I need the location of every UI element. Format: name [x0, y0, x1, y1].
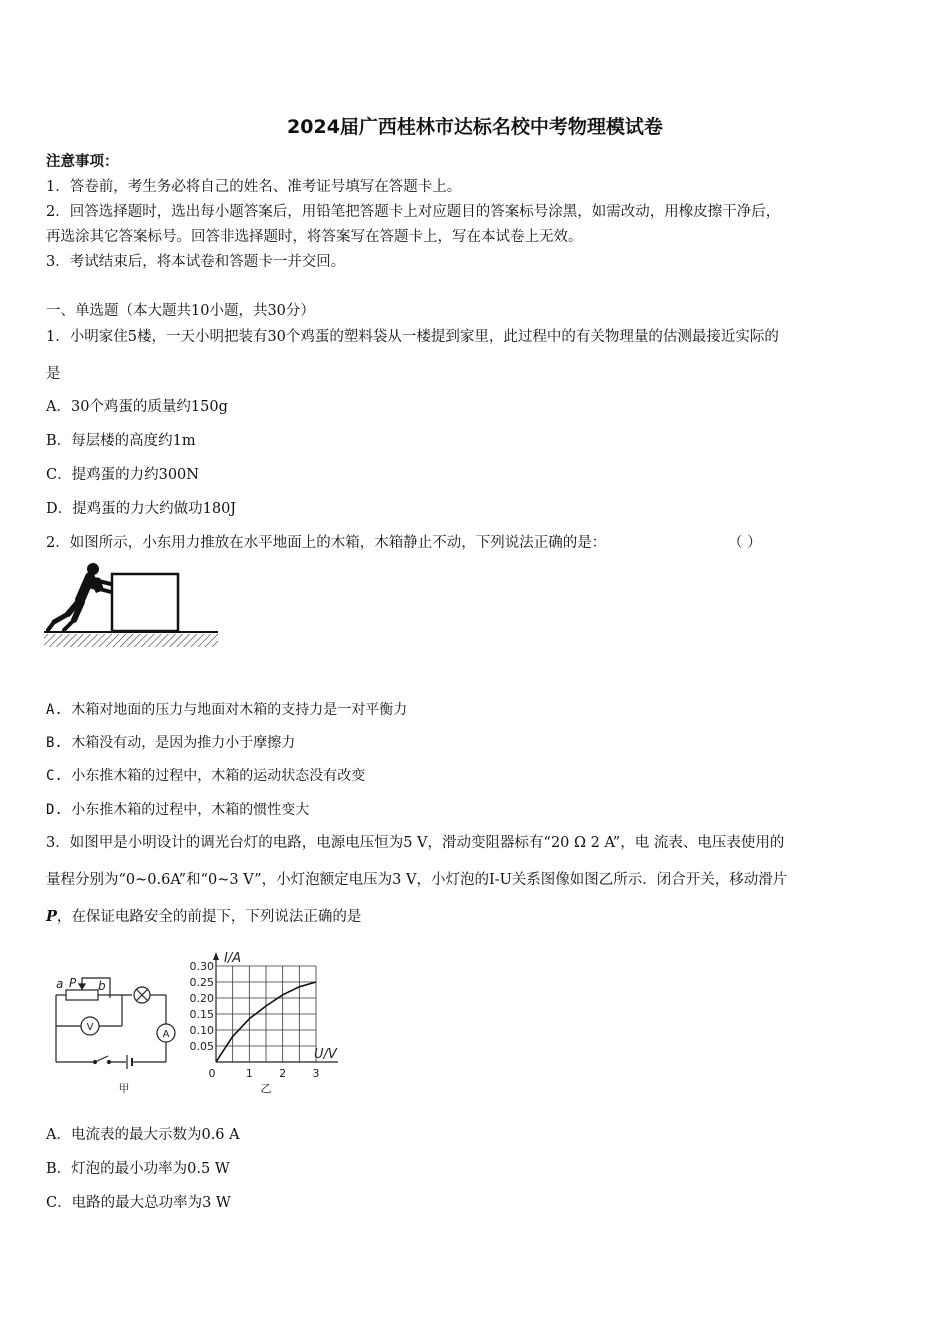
x-tick-label: 0	[208, 1067, 216, 1080]
y-tick-label: 0.30	[189, 960, 214, 973]
wooden-box	[112, 574, 178, 631]
notice-item: 再选涂其它答案标号。回答非选择题时，将答案写在答题卡上，写在本试卷上无效。	[46, 229, 583, 245]
q1-stem-cont: 是	[46, 366, 61, 382]
q2-option-a: A. 木箱对地面的压力与地面对木箱的支持力是一对平衡力	[46, 702, 408, 718]
y-tick-label: 0.15	[189, 1008, 214, 1021]
x-tick-label: 2	[279, 1067, 287, 1080]
q1-option-c: C．提鸡蛋的力约300N	[46, 467, 199, 483]
q2-stem: 2．如图所示，小东用力推放在水平地面上的木箱，木箱静止不动，下列说法正确的是：	[46, 535, 607, 551]
chart-caption: 乙	[260, 1082, 272, 1095]
section-heading: 一、单选题（本大题共10小题，共30分）	[46, 303, 315, 319]
y-tick-label: 0.25	[189, 976, 214, 989]
q3-var-p: P	[46, 908, 57, 925]
ammeter-label: A	[162, 1029, 170, 1040]
q3-option-b: B．灯泡的最小功率为0.5 W	[46, 1161, 230, 1177]
y-tick-label: 0.10	[189, 1024, 214, 1037]
q3-stem-line3	[46, 907, 361, 927]
q3-stem-line2: 量程分别为“0~0.6A”和“0~3 V”，小灯泡额定电压为3 V，小灯泡的I-U关系图像如图乙所示．闭合开关，移动滑片	[46, 872, 788, 888]
q3-stem-line1: 3．如图甲是小明设计的调光台灯的电路，电源电压恒为5 V，滑动变阻器标有“20 Ω 2 A”，电 流表、电压表使用的	[46, 835, 785, 851]
q1-option-d: D．提鸡蛋的力大约做功180J	[46, 501, 237, 517]
page-title: 2024届广西桂林市达标名校中考物理模试卷	[287, 116, 663, 138]
q2-option-b: B. 木箱没有动，是因为推力小于摩擦力	[46, 735, 296, 751]
y-axis-arrow	[213, 952, 219, 960]
y-tick-label: 0.05	[189, 1040, 214, 1053]
person-pushing	[48, 563, 111, 630]
x-tick-label: 1	[245, 1067, 253, 1080]
notice-heading: 注意事项：	[46, 153, 119, 170]
voltmeter-label: V	[86, 1022, 94, 1033]
q2-answer-paren: （ ）	[728, 535, 762, 551]
q1-option-a: A．30个鸡蛋的质量约150g	[46, 399, 228, 415]
rheostat	[66, 990, 98, 1000]
y-axis-label: I/A	[224, 951, 242, 966]
q1-stem: 1．小明家住5楼，一天小明把装有30个鸡蛋的塑料袋从一楼提到家里，此过程中的有关物理量的估测最接近实际的	[46, 329, 779, 345]
push-box-figure	[44, 560, 220, 652]
q3-stem-line3-text: ，在保证电路安全的前提下，下列说法正确的是	[56, 909, 362, 925]
notice-item: 3．考试结束后，将本试卷和答题卡一并交回。	[46, 254, 346, 270]
notice-item: 2．回答选择题时，选出每小题答案后，用铅笔把答题卡上对应题目的答案标号涂黑，如需改动，用橡皮擦干净后，	[46, 204, 781, 220]
q2-option-c: C. 小东推木箱的过程中，木箱的运动状态没有改变	[46, 768, 366, 784]
q3-option-c: C．电路的最大总功率为3 W	[46, 1195, 231, 1211]
y-tick-label: 0.20	[189, 992, 214, 1005]
label-a: a	[56, 977, 64, 991]
ground-hatch	[44, 634, 218, 647]
q2-option-d: D. 小东推木箱的过程中，木箱的惯性变大	[46, 802, 310, 818]
circuit-diagram	[48, 968, 188, 1096]
slider-arrow	[79, 984, 85, 989]
x-tick-label: 3	[312, 1067, 320, 1080]
iu-chart	[186, 942, 354, 1100]
notice-item: 1．答卷前，考生务必将自己的姓名、准考证号填写在答题卡上。	[46, 179, 462, 195]
switch	[95, 1056, 108, 1062]
label-p: P	[69, 976, 77, 990]
q3-option-a: A．电流表的最大示数为0.6 A	[46, 1127, 240, 1143]
q1-option-b: B．每层楼的高度约1m	[46, 433, 196, 449]
label-b: b	[98, 979, 106, 993]
x-axis-label: U/V	[314, 1047, 337, 1062]
circuit-caption: 甲	[118, 1082, 130, 1095]
